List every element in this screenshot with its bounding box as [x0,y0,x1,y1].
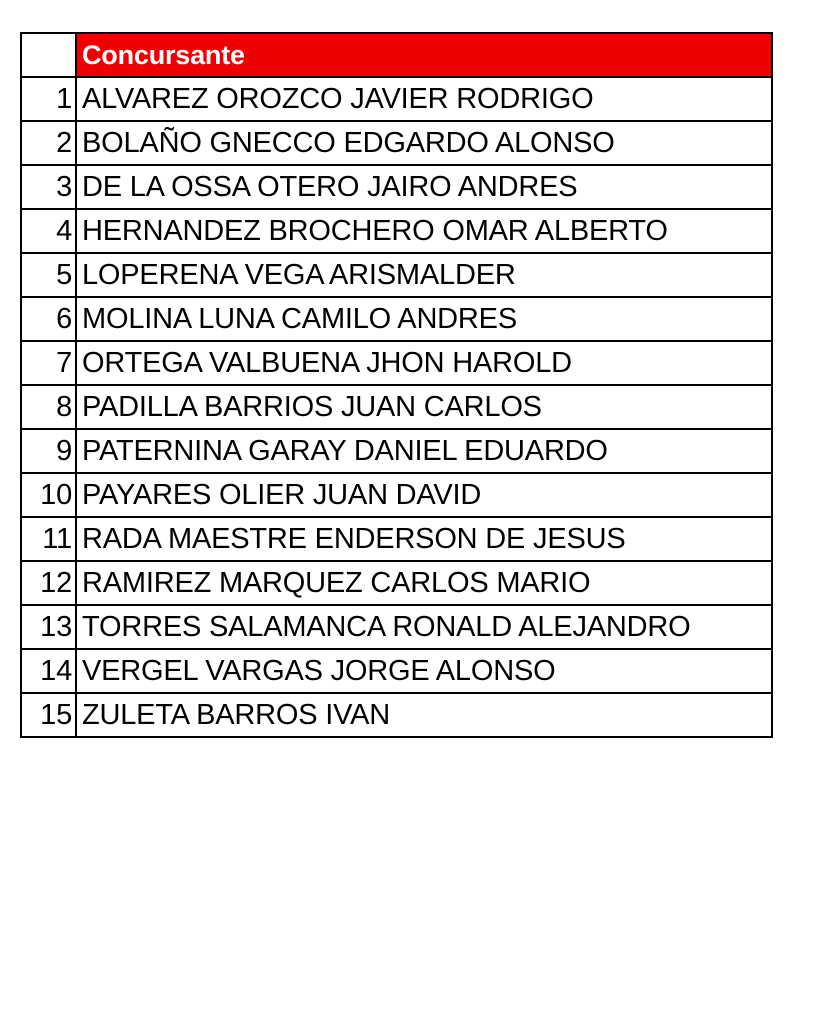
table-row [21,473,772,517]
row-name: HERNANDEZ BROCHERO OMAR ALBERTO [76,209,772,253]
row-number: 5 [21,253,76,297]
row-name: ZULETA BARROS IVAN [76,693,772,737]
row-number: 3 [21,165,76,209]
row-number: 4 [21,209,76,253]
table-row [21,429,772,473]
table-row [21,341,772,385]
row-number: 13 [21,605,76,649]
table-row [21,297,772,341]
contestants-table [20,32,773,738]
table-row [21,693,772,737]
table-row [21,385,772,429]
row-number: 12 [21,561,76,605]
table-row [21,561,772,605]
table-row [21,517,772,561]
table-row [21,605,772,649]
row-number: 15 [21,693,76,737]
row-name: PATERNINA GARAY DANIEL EDUARDO [76,429,772,473]
row-name: VERGEL VARGAS JORGE ALONSO [76,649,772,693]
table-row [21,253,772,297]
row-number: 1 [21,77,76,121]
contestants-table-body [21,33,772,737]
header-name-cell: Concursante [76,33,772,77]
row-name: PADILLA BARRIOS JUAN CARLOS [76,385,772,429]
table-header-row [21,33,772,77]
row-name: TORRES SALAMANCA RONALD ALEJANDRO [76,605,772,649]
header-number-cell [21,33,76,77]
row-name: RADA MAESTRE ENDERSON DE JESUS [76,517,772,561]
table-row [21,649,772,693]
row-number: 11 [21,517,76,561]
row-number: 10 [21,473,76,517]
row-name: BOLAÑO GNECCO EDGARDO ALONSO [76,121,772,165]
row-number: 8 [21,385,76,429]
row-name: ALVAREZ OROZCO JAVIER RODRIGO [76,77,772,121]
table-row [21,121,772,165]
row-number: 9 [21,429,76,473]
row-name: DE LA OSSA OTERO JAIRO ANDRES [76,165,772,209]
row-name: LOPERENA VEGA ARISMALDER [76,253,772,297]
row-name: RAMIREZ MARQUEZ CARLOS MARIO [76,561,772,605]
row-number: 2 [21,121,76,165]
row-number: 14 [21,649,76,693]
row-name: PAYARES OLIER JUAN DAVID [76,473,772,517]
row-name: ORTEGA VALBUENA JHON HAROLD [76,341,772,385]
row-name: MOLINA LUNA CAMILO ANDRES [76,297,772,341]
table-row [21,165,772,209]
row-number: 6 [21,297,76,341]
table-row [21,77,772,121]
row-number: 7 [21,341,76,385]
table-row [21,209,772,253]
